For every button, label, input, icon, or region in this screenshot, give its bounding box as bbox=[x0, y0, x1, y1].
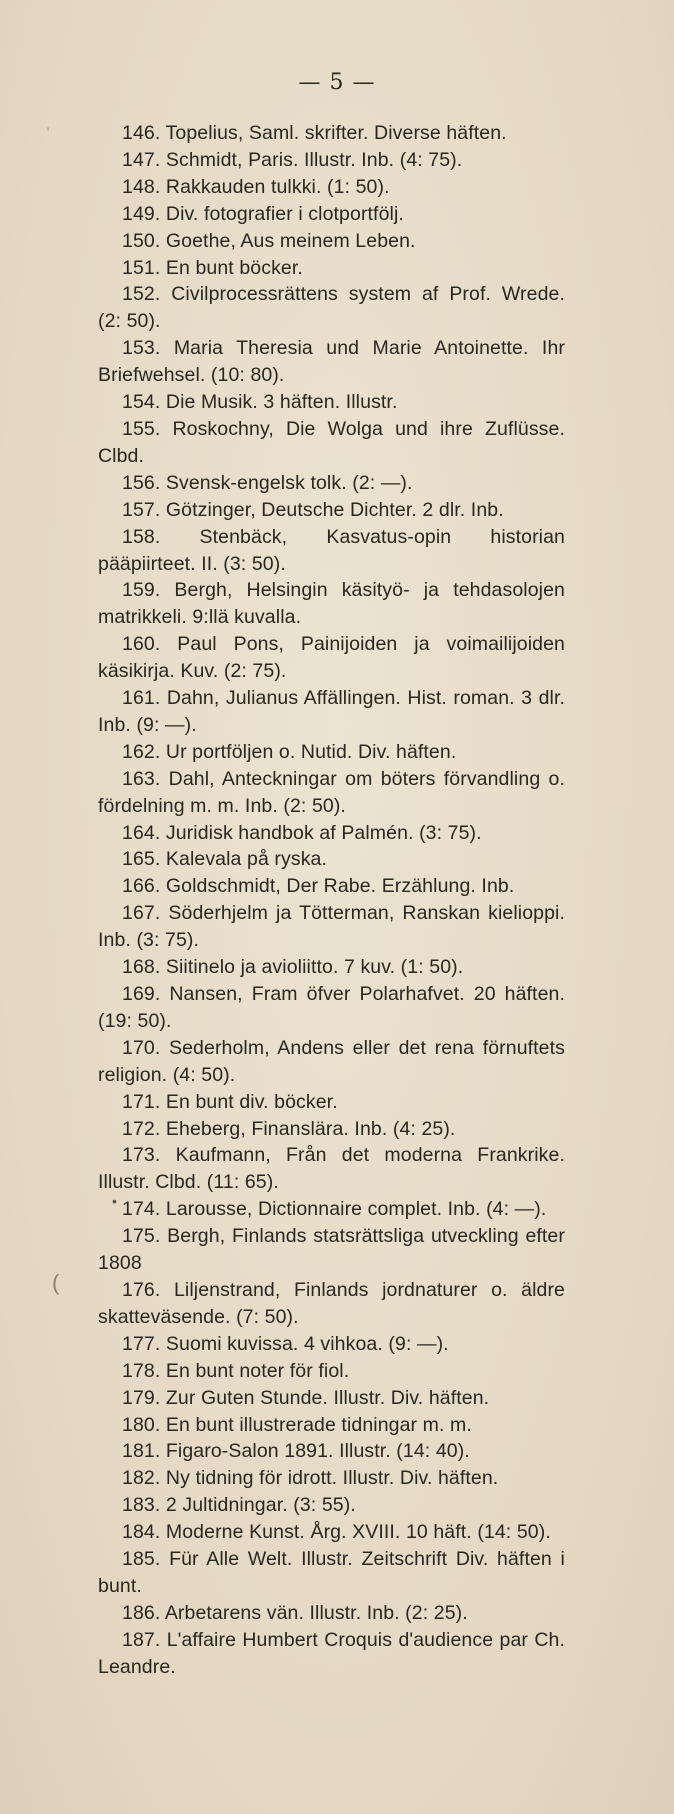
entry-number: 158. bbox=[122, 525, 161, 548]
entry-number: 166. bbox=[122, 875, 161, 898]
entry-number: 156. bbox=[122, 471, 161, 494]
entry-number: 169. bbox=[122, 983, 161, 1005]
entry-text: Liljenstrand, Finlands jordnaturer o. äldre skatteväsende. (7: 50). bbox=[98, 1278, 565, 1328]
entry-number: 167. bbox=[122, 902, 161, 925]
catalog-entry bbox=[98, 1438, 565, 1465]
catalog-entry bbox=[98, 1223, 565, 1277]
catalog-entry bbox=[98, 1412, 565, 1439]
entry-number: 180. bbox=[122, 1413, 161, 1436]
entry-number: 159. bbox=[122, 579, 161, 602]
entry-number: 165. bbox=[122, 848, 161, 871]
catalog-entry bbox=[98, 201, 565, 228]
entry-text: En bunt illustrerade tidningar m. m. bbox=[165, 1413, 472, 1436]
catalog-entry bbox=[98, 497, 565, 524]
entry-number: 174. bbox=[122, 1198, 161, 1221]
catalog-entry bbox=[98, 954, 565, 981]
catalog-entry bbox=[98, 1627, 565, 1681]
entry-text: 2 Jultidningar. (3: 55). bbox=[165, 1494, 356, 1517]
entry-text: Die Musik. 3 häften. Illustr. bbox=[165, 391, 398, 414]
entry-text: Bergh, Finlands statsrättsliga utveckling efter 1808 bbox=[98, 1225, 565, 1275]
catalog-entry bbox=[98, 1035, 565, 1089]
catalog-entry bbox=[98, 1277, 565, 1331]
margin-dot-mark: • bbox=[112, 1193, 117, 1209]
entry-text: Roskochny, Die Wolga und ihre Zuflüsse. Clbd. bbox=[98, 417, 565, 467]
entry-number: 172. bbox=[122, 1117, 161, 1140]
catalog-entry bbox=[98, 900, 565, 954]
entry-text: Goethe, Aus meinem Leben. bbox=[165, 229, 416, 252]
entry-number: 161. bbox=[122, 687, 161, 710]
entry-number: 151. bbox=[122, 256, 161, 279]
entry-text: Suomi kuvissa. 4 vihkoa. (9: —). bbox=[165, 1332, 449, 1355]
entry-number: 147. bbox=[122, 148, 161, 171]
entry-number: 179. bbox=[122, 1386, 161, 1409]
entry-text: Kalevala på ryska. bbox=[165, 848, 328, 871]
entry-text: Ur portföljen o. Nutid. Div. häften. bbox=[165, 740, 457, 763]
catalog-entry bbox=[98, 335, 565, 389]
entry-text: Div. fotografier i clotportfölj. bbox=[165, 202, 404, 225]
entry-text: Paul Pons, Painijoiden ja voimailijoiden käsikirja. Kuv. (2: 75). bbox=[98, 633, 565, 683]
catalog-entry bbox=[98, 389, 565, 416]
entry-text: Larousse, Dictionnaire complet. Inb. (4: —). bbox=[165, 1198, 547, 1221]
catalog-entry bbox=[98, 685, 565, 739]
entry-text: Svensk-engelsk tolk. (2: —). bbox=[165, 471, 413, 494]
entry-number: 154. bbox=[122, 391, 161, 414]
entry-text: Goldschmidt, Der Rabe. Erzählung. Inb. bbox=[165, 875, 515, 898]
margin-tick-mark: , bbox=[46, 116, 50, 132]
catalog-entry bbox=[98, 1385, 565, 1412]
catalog-entries bbox=[98, 120, 565, 1681]
catalog-entry bbox=[98, 1142, 565, 1196]
entry-text: En bunt div. böcker. bbox=[165, 1090, 338, 1113]
entry-text: Moderne Kunst. Årg. XVIII. 10 häft. (14: 50). bbox=[165, 1521, 551, 1544]
entry-text: Figaro-Salon 1891. Illustr. (14: 40). bbox=[165, 1440, 470, 1463]
page-number: — 5 — bbox=[298, 70, 376, 95]
catalog-entry bbox=[98, 739, 565, 766]
entry-number: 152. bbox=[122, 283, 161, 306]
catalog-entry bbox=[98, 631, 565, 685]
entry-number: 155. bbox=[122, 417, 161, 440]
catalog-entry bbox=[98, 174, 565, 201]
catalog-entry bbox=[98, 524, 565, 578]
catalog-entry bbox=[98, 873, 565, 900]
entry-number: 186. bbox=[122, 1601, 161, 1624]
catalog-entry bbox=[98, 281, 565, 335]
entry-number: 162. bbox=[122, 740, 161, 763]
entry-number: 187. bbox=[122, 1628, 161, 1651]
margin-paren-mark: ( bbox=[52, 1270, 60, 1295]
entry-text: Bergh, Helsingin käsityö- ja tehdasolojen matrikkeli. 9:llä kuvalla. bbox=[98, 579, 565, 629]
entry-text: Nansen, Fram öfver Polarhafvet. 20 häften. (19: 50). bbox=[98, 983, 565, 1032]
entry-text: Rakkauden tulkki. (1: 50). bbox=[165, 175, 390, 198]
entry-number: 146. bbox=[122, 122, 161, 144]
catalog-entry bbox=[98, 1600, 565, 1627]
entry-text: Zur Guten Stunde. Illustr. Div. häften. bbox=[165, 1386, 490, 1409]
entry-number: 163. bbox=[122, 767, 161, 790]
entry-number: 153. bbox=[122, 337, 161, 360]
entry-number: 176. bbox=[122, 1278, 161, 1301]
entry-text: En bunt böcker. bbox=[165, 256, 303, 279]
entry-text: En bunt noter för fiol. bbox=[165, 1359, 350, 1382]
catalog-entry bbox=[98, 120, 565, 147]
entry-text: Für Alle Welt. Illustr. Zeitschrift Div. häften i bunt. bbox=[98, 1548, 565, 1597]
entry-number: 149. bbox=[122, 202, 161, 225]
catalog-entry bbox=[98, 820, 565, 847]
catalog-entry bbox=[98, 1089, 565, 1116]
catalog-entry bbox=[98, 766, 565, 820]
entry-text: Schmidt, Paris. Illustr. Inb. (4: 75). bbox=[165, 148, 463, 171]
entry-text: Dahl, Anteckningar om böters förvandling o. fördelning m. m. Inb. (2: 50). bbox=[98, 767, 565, 817]
catalog-entry bbox=[98, 1465, 565, 1492]
entry-number: 164. bbox=[122, 821, 161, 844]
entry-number: 150. bbox=[122, 229, 161, 252]
entry-number: 185. bbox=[122, 1548, 161, 1571]
entry-text: Siitinelo ja avioliitto. 7 kuv. (1: 50). bbox=[165, 956, 464, 979]
entry-text: Juridisk handbok af Palmén. (3: 75). bbox=[165, 821, 482, 844]
entry-text: Dahn, Julianus Affällingen. Hist. roman. 3 dlr. Inb. (9: —). bbox=[98, 687, 565, 736]
entry-number: 160. bbox=[122, 633, 161, 656]
entry-number: 148. bbox=[122, 175, 161, 198]
entry-text: Ny tidning för idrott. Illustr. Div. häften. bbox=[165, 1467, 499, 1490]
catalog-entry bbox=[98, 1358, 565, 1385]
catalog-entry bbox=[98, 416, 565, 470]
entry-text: Söderhjelm ja Tötterman, Ranskan kielioppi. Inb. (3: 75). bbox=[98, 902, 565, 952]
entry-number: 170. bbox=[122, 1036, 161, 1059]
entry-number: 184. bbox=[122, 1521, 161, 1544]
entry-text: Arbetarens vän. Illustr. Inb. (2: 25). bbox=[164, 1601, 468, 1624]
entry-text: Civilprocessrättens system af Prof. Wrede. (2: 50). bbox=[98, 283, 565, 333]
entry-number: 157. bbox=[122, 498, 161, 521]
entry-text: L'affaire Humbert Croquis d'audience par Ch. Leandre. bbox=[98, 1628, 565, 1678]
catalog-entry bbox=[98, 981, 565, 1035]
catalog-entry bbox=[98, 846, 565, 873]
entry-text: Topelius, Saml. skrifter. Diverse häften. bbox=[165, 122, 507, 144]
catalog-entry bbox=[98, 255, 565, 282]
entry-number: 183. bbox=[122, 1494, 161, 1517]
entry-number: 182. bbox=[122, 1467, 161, 1490]
catalog-entry bbox=[98, 1116, 565, 1143]
entry-text: Götzinger, Deutsche Dichter. 2 dlr. Inb. bbox=[165, 498, 504, 521]
catalog-entry bbox=[98, 228, 565, 255]
catalog-entry bbox=[98, 1519, 565, 1546]
entry-text: Eheberg, Finanslära. Inb. (4: 25). bbox=[165, 1117, 456, 1140]
entry-text: Sederholm, Andens eller det rena förnuftets religion. (4: 50). bbox=[98, 1036, 565, 1086]
catalog-entry bbox=[98, 1196, 565, 1223]
catalog-entry bbox=[98, 577, 565, 631]
entry-number: 175. bbox=[122, 1225, 161, 1248]
entry-number: 168. bbox=[122, 956, 161, 979]
catalog-entry bbox=[98, 147, 565, 174]
catalog-entry bbox=[98, 1546, 565, 1600]
catalog-entry bbox=[98, 1492, 565, 1519]
entry-text: Kaufmann, Från det moderna Frankrike. Illustr. Clbd. (11: 65). bbox=[98, 1144, 565, 1194]
entry-text: Stenbäck, Kasvatus-opin historian pääpiirteet. II. (3: 50). bbox=[98, 525, 565, 575]
entry-number: 171. bbox=[122, 1090, 161, 1113]
entry-number: 181. bbox=[122, 1440, 161, 1463]
catalog-entry bbox=[98, 1331, 565, 1358]
catalog-entry bbox=[98, 470, 565, 497]
entry-number: 178. bbox=[122, 1359, 161, 1382]
entry-text: Maria Theresia und Marie Antoinette. Ihr Briefwehsel. (10: 80). bbox=[98, 337, 565, 387]
entry-number: 177. bbox=[122, 1332, 161, 1355]
entry-number: 173. bbox=[122, 1144, 161, 1167]
